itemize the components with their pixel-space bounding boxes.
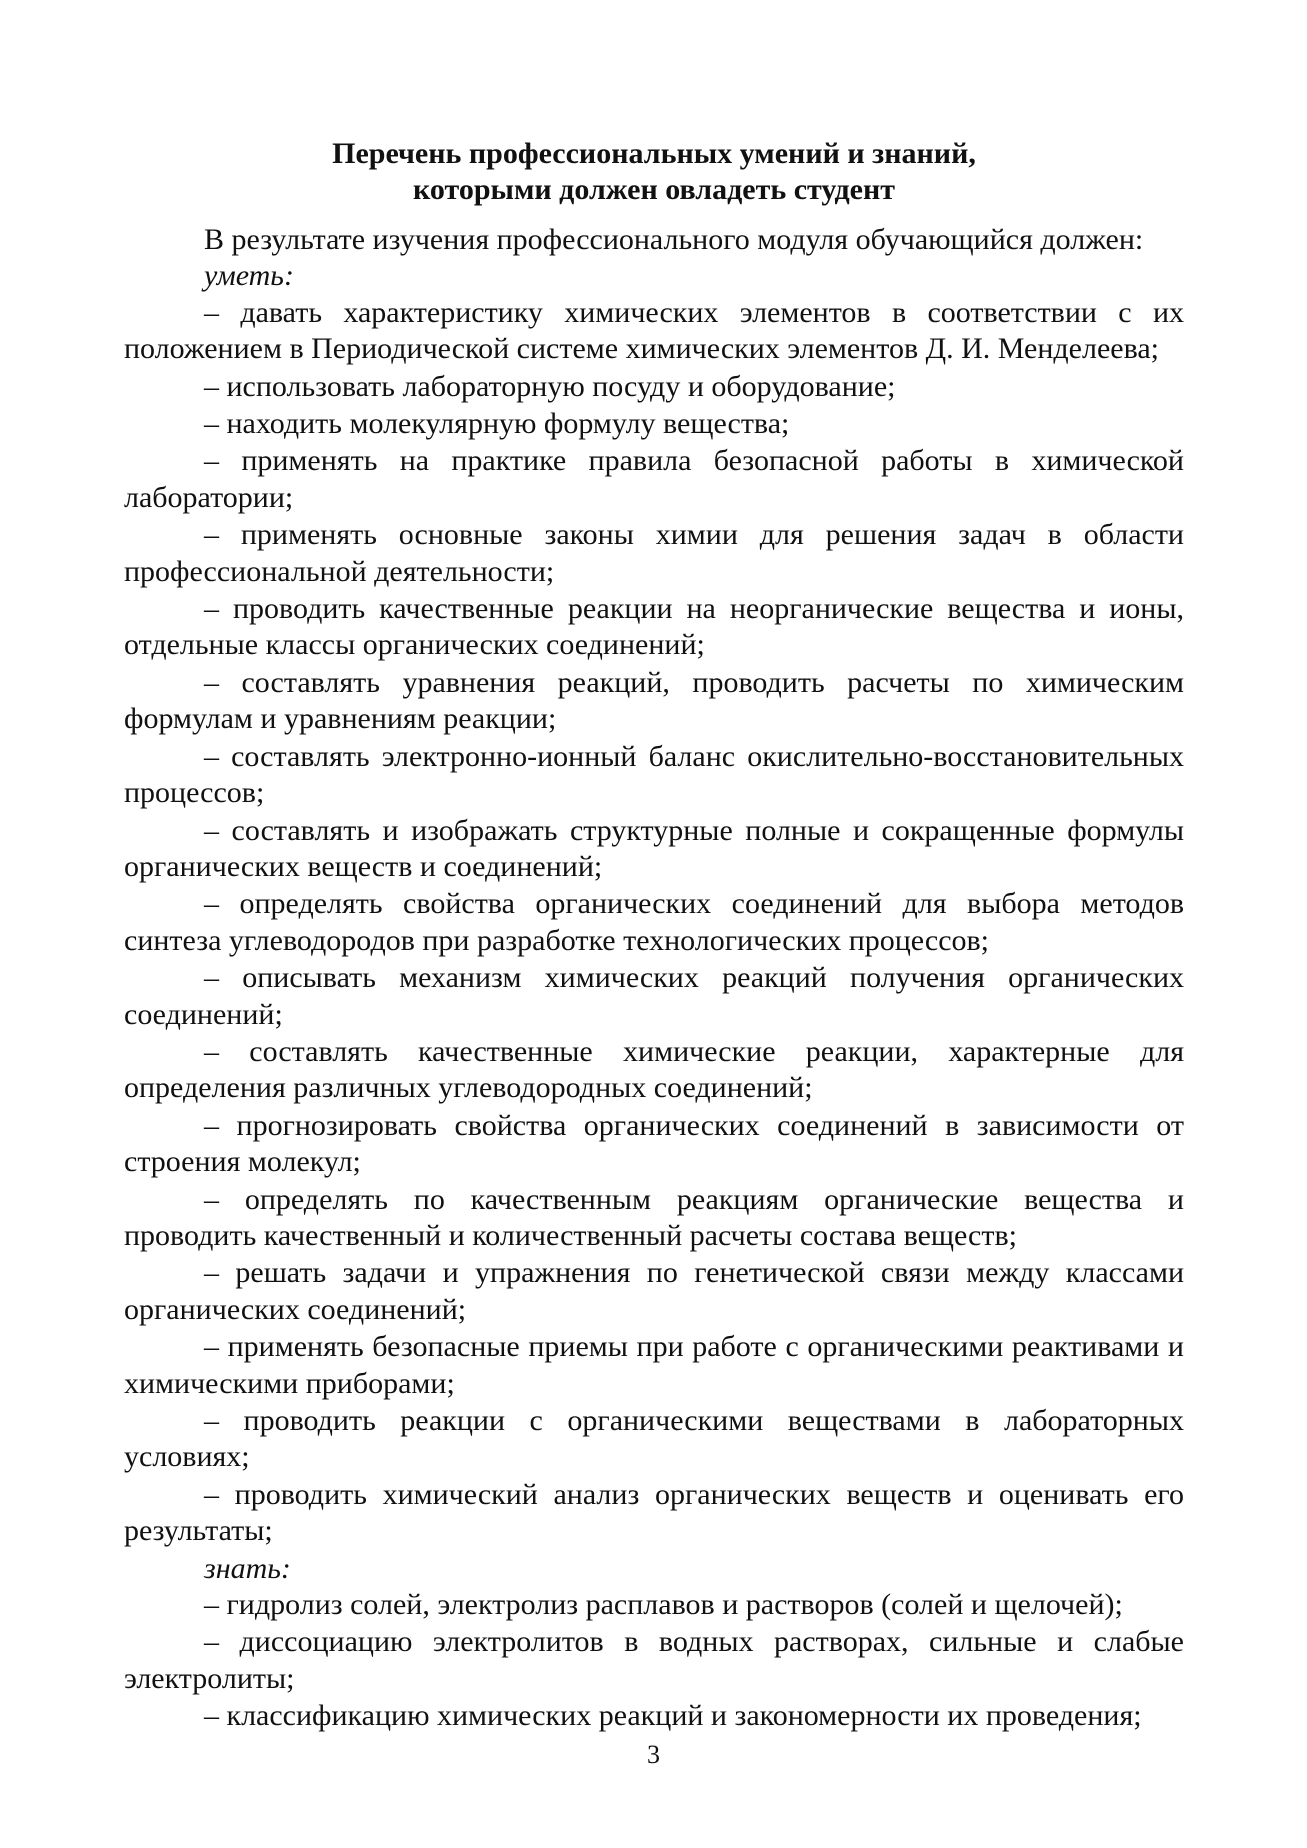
- skill-item: – описывать механизм химических реакций получения органических соединений;: [124, 961, 1184, 1031]
- skill-item: – применять на практике правила безопасной работы в химической лаборатории;: [124, 444, 1184, 514]
- skill-item: – применять безопасные приемы при работе с органическими реактивами и химическими приборами;: [124, 1330, 1184, 1400]
- skill-item: – применять основные законы химии для решения задач в области профессиональной деятельности;: [124, 518, 1184, 588]
- skills-label: уметь:: [204, 259, 294, 293]
- page-heading: [124, 136, 1184, 208]
- intro-paragraph: В результате изучения профессионального модуля обучающийся должен:: [204, 223, 1144, 256]
- skill-item: – проводить реакции с органическими веществами в лабораторных условиях;: [124, 1404, 1184, 1474]
- heading-line-1: Перечень профессиональных умений и знаний,: [332, 137, 976, 170]
- skill-item: – составлять уравнения реакций, проводить расчеты по химическим формулам и уравнениям реакции;: [124, 665, 1184, 736]
- skill-item: – находить молекулярную формулу вещества;: [204, 407, 790, 441]
- skill-item: – прогнозировать свойства органических соединений в зависимости от строения молекул;: [124, 1108, 1184, 1179]
- page-number: 3: [647, 1740, 660, 1769]
- knowledge-item: – диссоциацию электролитов в водных растворах, сильные и слабые электролиты;: [124, 1625, 1184, 1695]
- skill-item: – определять по качественным реакциям органические вещества и проводить качественный и количественный расчеты состава веществ;: [124, 1182, 1184, 1252]
- heading-line-2: которыми должен овладеть студент: [413, 173, 895, 206]
- skill-item: – решать задачи и упражнения по генетической связи между классами органических соединений;: [124, 1256, 1184, 1326]
- skill-item: – использовать лабораторную посуду и оборудование;: [204, 369, 896, 403]
- skill-item: – составлять электронно-ионный баланс окислительно-восстановительных процессов;: [124, 739, 1184, 810]
- skill-item: – проводить качественные реакции на неорганические вещества и ионы, отдельные классы органических соединений;: [124, 592, 1184, 662]
- skill-item: – составлять и изображать структурные полные и сокращенные формулы органических веществ и соединений;: [124, 813, 1184, 883]
- skill-item: – определять свойства органических соединений для выбора методов синтеза углеводородов при разработке технологических процессов;: [124, 887, 1184, 957]
- knowledge-item: – классификацию химических реакций и закономерности их проведения;: [204, 1699, 1142, 1733]
- body-text: [124, 222, 1184, 1736]
- skill-item: – давать характеристику химических элементов в соответствии с их положением в Периодической системе химических элементов Д. И. Менделеева;: [124, 295, 1184, 366]
- knowledge-item: – гидролиз солей, электролиз расплавов и растворов (солей и щелочей);: [204, 1588, 1123, 1622]
- knowledge-label: знать:: [204, 1551, 291, 1585]
- skill-item: – составлять качественные химические реакции, характерные для определения различных углеводородных соединений;: [124, 1034, 1184, 1105]
- skill-item: – проводить химический анализ органических веществ и оценивать его результаты;: [124, 1477, 1184, 1548]
